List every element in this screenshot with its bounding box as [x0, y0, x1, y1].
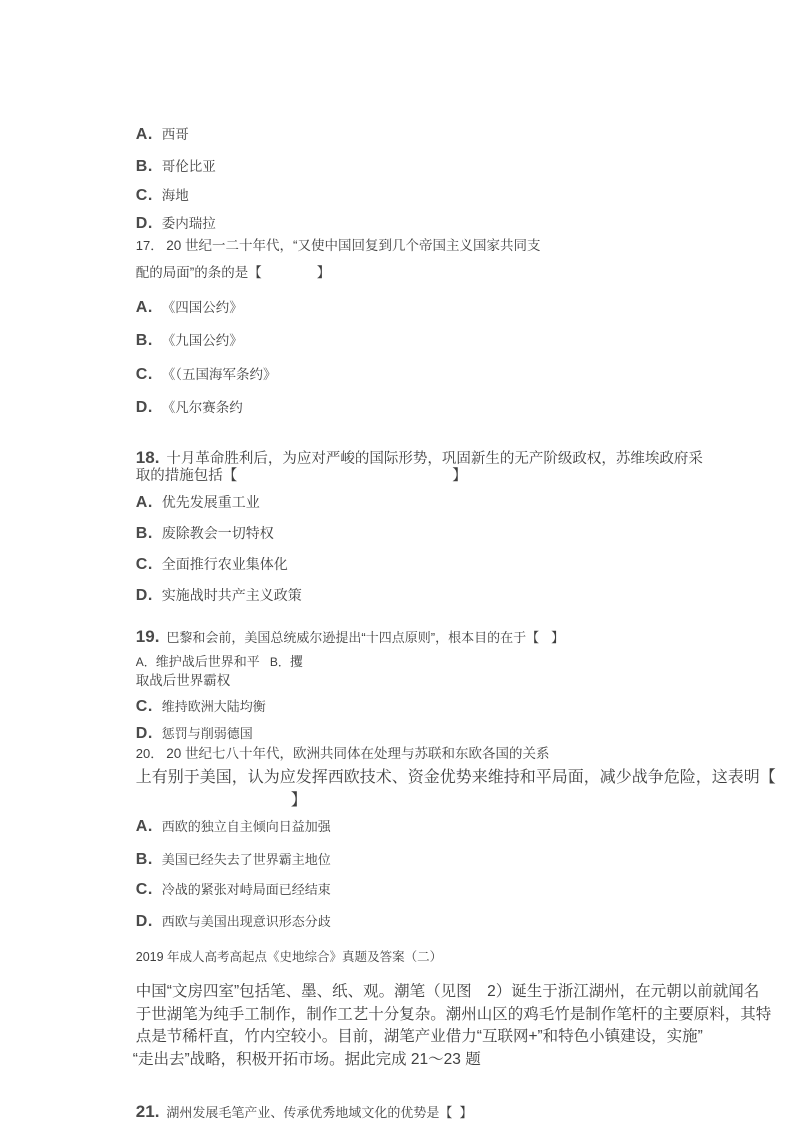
option-text: 实施战时共产主义政策 — [161, 587, 302, 604]
option-letter: A. — [135, 299, 153, 317]
stem-text: 巴黎和会前，美国总统威尔逊提出“十四点原则”，根本目的在于【 — [166, 630, 540, 646]
option-text: 美国已经失去了世界霸主地位 — [161, 852, 331, 868]
option-text: 冷战的紧张对峙局面已经结束 — [161, 882, 331, 898]
option-text: 取战后世界霸权 — [135, 673, 231, 689]
option-text: 优先发展重工业 — [161, 494, 260, 511]
option-letter: C. — [135, 881, 153, 899]
option-letter: D. — [135, 215, 153, 233]
option-text: 《四国公约》 — [161, 300, 243, 316]
option-text: 《凡尔赛条约 — [161, 400, 243, 416]
passage-line-4 — [115, 1033, 481, 1088]
option-letter: B. — [135, 851, 153, 869]
option-text: 海地 — [161, 188, 189, 204]
option-text: 维护战后世界和平 — [155, 654, 260, 670]
stem-text: 20 世纪七八十年代，欧洲共同体在处理与苏联和东欧各国的关系 — [166, 746, 550, 762]
stem-text: 20 世纪一二十年代，“又使中国回复到几个帝国主义国家共同支 — [166, 238, 541, 254]
option-letter: C. — [135, 556, 153, 574]
stem-text: 湖州发展毛笔产业、传承优秀地域文化的优势是【 — [166, 1105, 453, 1121]
option-text: 维持欧洲大陆均衡 — [161, 699, 266, 715]
question-number: 18. — [135, 448, 160, 468]
option-letter: D. — [135, 399, 153, 417]
option-letter: B． — [269, 655, 290, 670]
passage-text: 中国“文房四室”包括笔、墨、纸、观。潮笔（见图 2）诞生于浙江湖州，在元朝以前就闻名 — [135, 983, 760, 1001]
option-text: 《（五国海军条约》 — [161, 367, 277, 383]
question-number: 17． — [135, 238, 164, 254]
passage-text: “走出去”战略，积极开拓市场。据此完成 21～23 题 — [132, 1051, 481, 1069]
option-text: 西欧与美国出现意识形态分歧 — [161, 914, 331, 930]
stem-text: 十月革命胜利后，为应对严峻的国际形势，巩固新生的无产阶级政权，苏维埃政府采 — [166, 451, 703, 468]
option-text: 西欧的独立自主倾向日益加强 — [161, 819, 331, 835]
bracket-close: 】 — [551, 630, 565, 646]
bracket-close: 】 — [290, 792, 307, 810]
option-letter: D. — [135, 913, 153, 931]
option-letter: A. — [135, 818, 153, 836]
question-21-stem — [118, 1084, 472, 1123]
section-title-text: 2019 年成人高考高起点《史地综合》真题及答案（二） — [135, 950, 443, 965]
question-number: 20． — [135, 746, 164, 762]
option-letter: B. — [135, 332, 153, 350]
bracket-close: 】 — [452, 468, 467, 485]
question-number: 19. — [135, 627, 160, 647]
option-text: 哥伦比亚 — [161, 159, 216, 175]
option-text: 委内瑞拉 — [161, 216, 216, 232]
option-letter: C. — [135, 187, 153, 205]
option-letter: A. — [135, 494, 153, 512]
option-letter: B. — [135, 525, 153, 543]
passage-text: 于世湖笔为纯手工制作，制作工艺十分复杂。潮州山区的鸡毛竹是制作笔杆的主要原料，其特 — [135, 1006, 772, 1024]
question-20-stem-line-2 — [118, 751, 776, 806]
option-text: 全面推行农业集体化 — [161, 556, 288, 573]
option-text: 废除教会一切特权 — [161, 525, 274, 542]
stem-text: 上有别于美国，认为应发挥西欧技术、资金优势来维持和平局面，减少战争危险，这表明【 — [135, 769, 776, 787]
option-text: 《九国公约》 — [161, 333, 243, 349]
option-text: 攫 — [289, 654, 303, 670]
option-letter: D. — [135, 587, 153, 605]
option-letter: A. — [135, 126, 153, 144]
option-letter: C. — [135, 698, 153, 716]
option-letter: C. — [135, 366, 153, 384]
option-letter: D. — [135, 725, 153, 743]
question-17-option-d — [118, 381, 243, 436]
passage-text: 点是节稀杆直，竹内空较小。目前，湖笔产业借力“互联网+”和特色小镇建设，实施” — [135, 1028, 703, 1046]
option-letter: A． — [135, 655, 156, 670]
bracket-close: 】 — [459, 1105, 473, 1121]
question-number: 21. — [135, 1102, 160, 1122]
option-text: 西哥 — [161, 127, 189, 143]
option-text: 惩罚与削弱德国 — [161, 726, 253, 742]
option-letter: B. — [135, 158, 153, 176]
stem-text: 取的措施包括【 — [135, 468, 238, 485]
bracket-close: 】 — [316, 265, 331, 281]
stem-text: 配的局面”的条的是【 — [135, 265, 262, 281]
